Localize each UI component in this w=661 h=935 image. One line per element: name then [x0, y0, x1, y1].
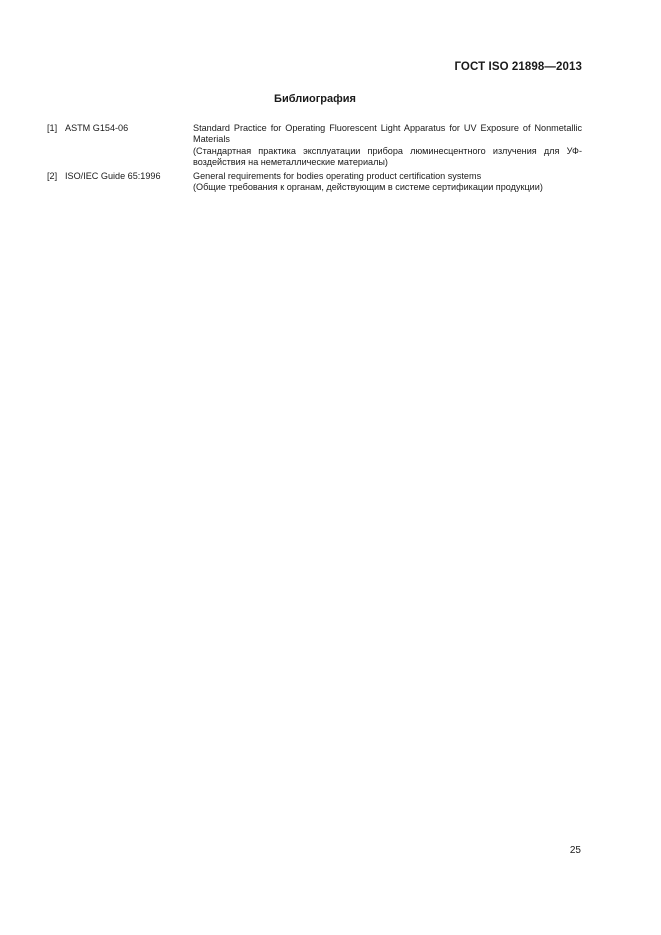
reference-title-ru: (Стандартная практика эксплуатации прибора люминесцентного излучения для УФ-воздействия на неметаллические материалы): [193, 145, 582, 168]
reference-number: [2]: [47, 170, 58, 181]
reference-body: [193, 123, 582, 169]
reference-title-en: Standard Practice for Operating Fluorescent Light Apparatus for UV Exposure of Nonmetallic Materials: [193, 123, 582, 145]
document-code: ГОСТ ISO 21898—2013: [454, 61, 582, 73]
reference-code: ASTM G154-06: [65, 123, 129, 133]
reference-code: ISO/IEC Guide 65:1996: [65, 170, 161, 181]
bibliography-entry: [47, 123, 582, 169]
reference-number: [1]: [47, 123, 58, 133]
reference-title-ru: (Общие требования к органам, действующим в системе сертификации продукции): [193, 182, 543, 193]
reference-body: [193, 171, 582, 194]
page-number: 25: [569, 845, 581, 856]
bibliography-entry: [47, 171, 582, 194]
bibliography-list: [47, 123, 582, 195]
reference-title-en: General requirements for bodies operating product certification systems: [193, 170, 482, 181]
section-title: Библиография: [274, 93, 356, 105]
